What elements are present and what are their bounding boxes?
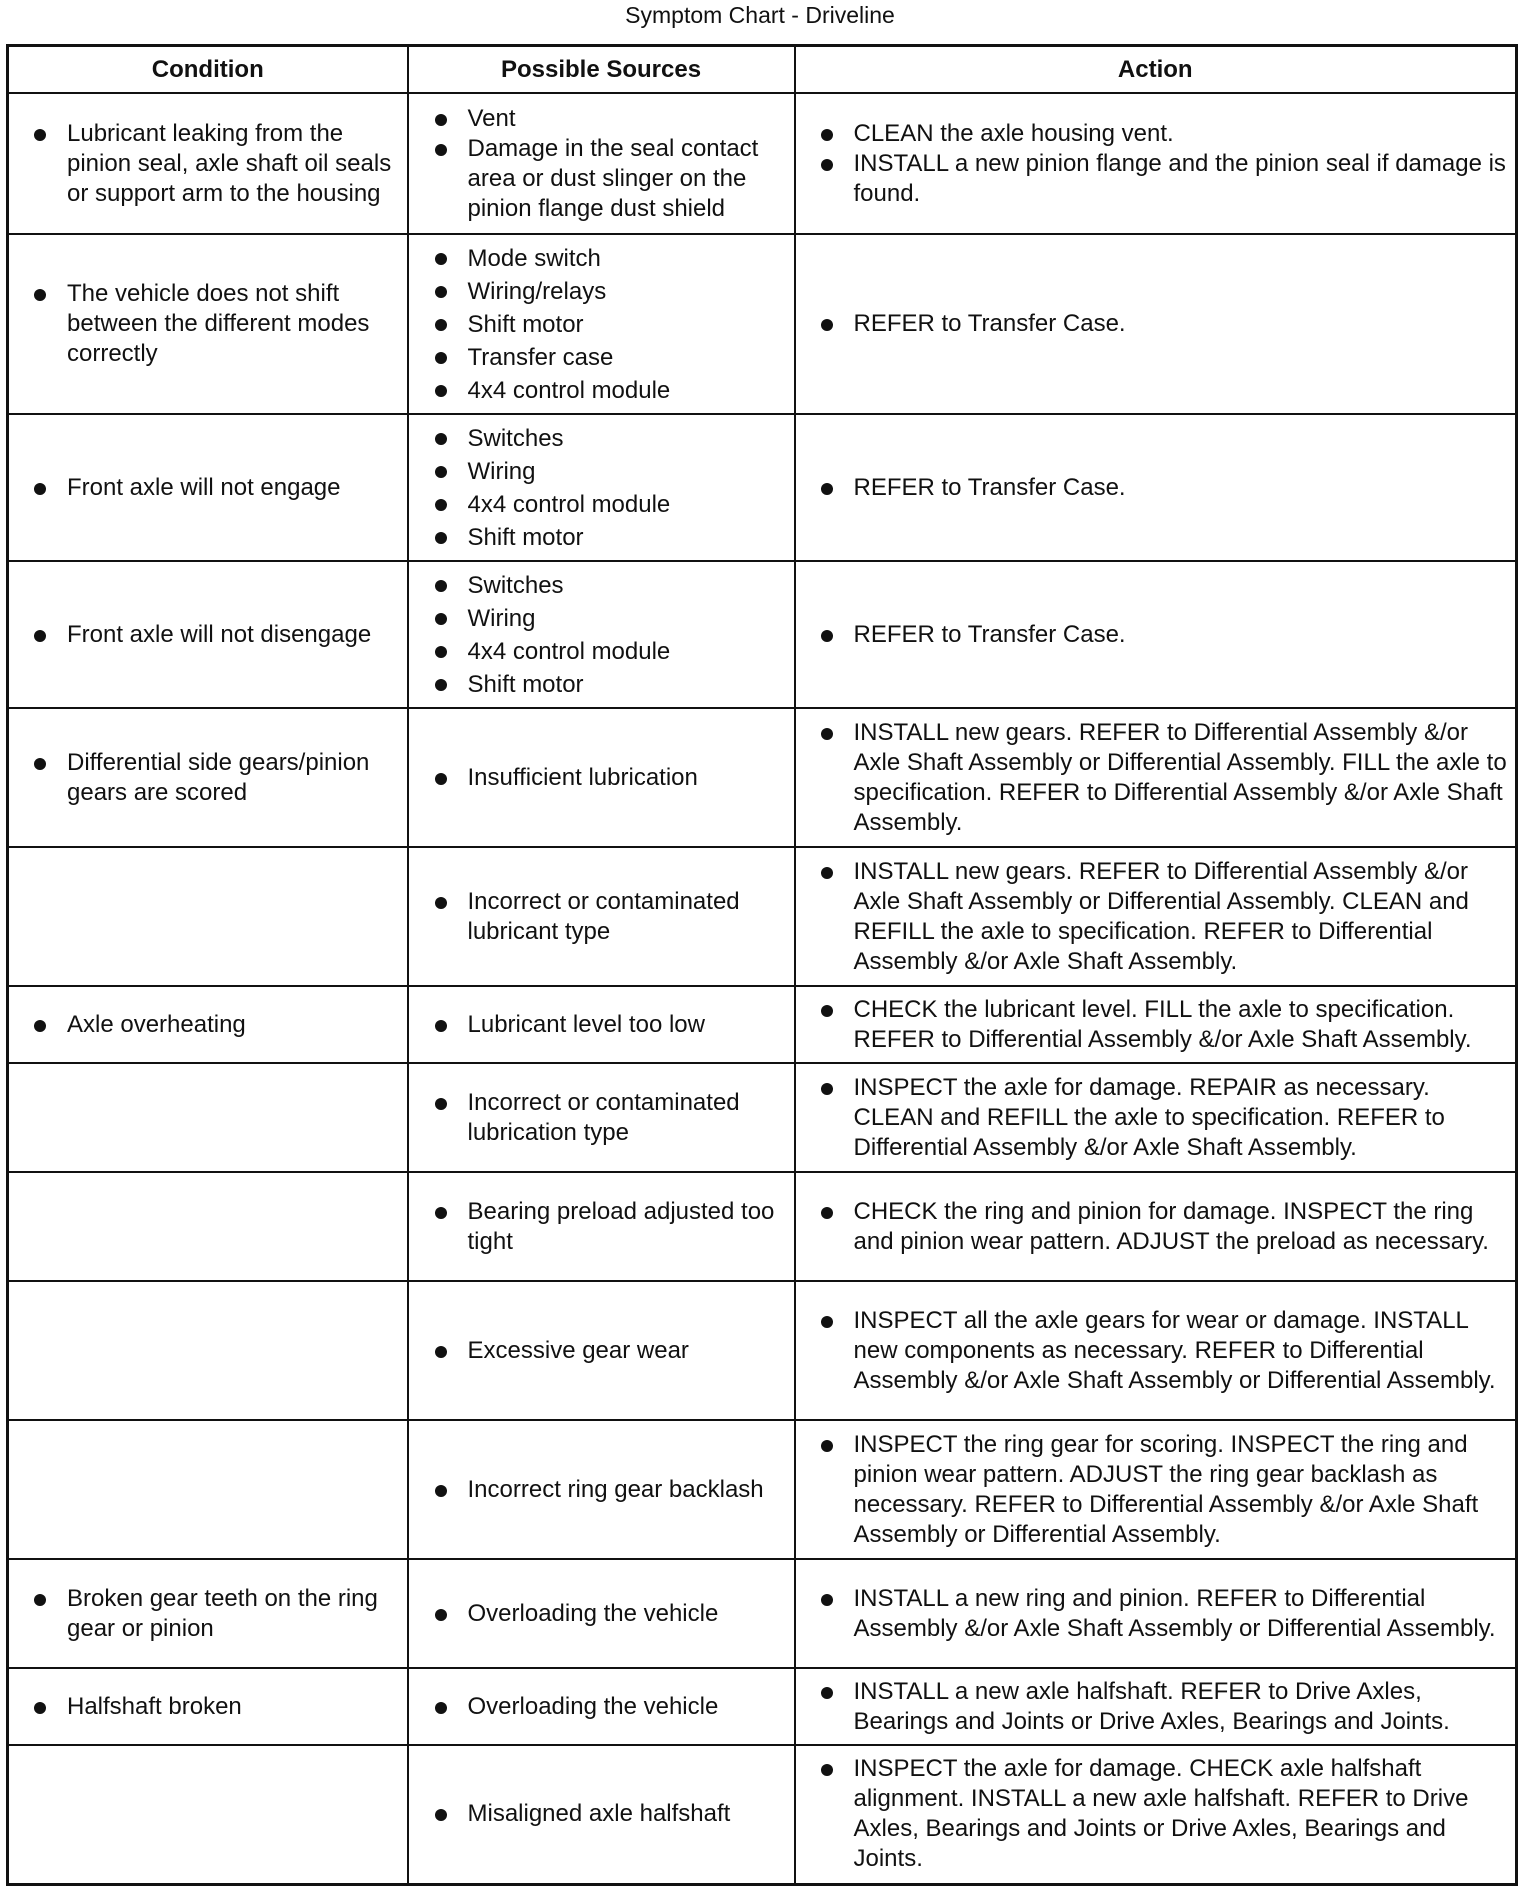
table-row bbox=[8, 986, 1517, 1063]
bullet-item: Bearing preload adjusted too tight bbox=[468, 1197, 786, 1257]
symptom-chart-table bbox=[6, 44, 1518, 1886]
bullet-list bbox=[409, 1191, 794, 1263]
bullet-item: Wiring/relays bbox=[468, 275, 786, 308]
table-row bbox=[8, 1668, 1517, 1745]
bullet-item: Wiring bbox=[468, 455, 786, 488]
bullet-list bbox=[409, 1004, 794, 1046]
table-row bbox=[8, 1559, 1517, 1668]
bullet-list bbox=[409, 1686, 794, 1728]
action-cell bbox=[795, 93, 1517, 234]
action-cell bbox=[795, 561, 1517, 708]
bullet-item: Lubricant level too low bbox=[468, 1010, 786, 1040]
bullet-list bbox=[409, 1082, 794, 1154]
bullet-item: CLEAN the axle housing vent. bbox=[854, 119, 1510, 149]
bullet-item: INSPECT the axle for damage. REPAIR as necessary. CLEAN and REFILL the axle to specification. REFER to Differential Assembly &/or Axle Shaft Assembly. bbox=[854, 1073, 1510, 1163]
bullet-item: Mode switch bbox=[468, 242, 786, 275]
bullet-list bbox=[9, 273, 407, 375]
bullet-item: Axle overheating bbox=[67, 1010, 399, 1040]
condition-cell bbox=[8, 561, 408, 708]
bullet-item: Overloading the vehicle bbox=[468, 1599, 786, 1629]
bullet-list bbox=[796, 851, 1516, 983]
possible-sources-cell bbox=[408, 1063, 795, 1172]
bullet-list bbox=[409, 1469, 794, 1511]
header-row bbox=[8, 46, 1517, 94]
table-row bbox=[8, 1745, 1517, 1884]
bullet-list bbox=[9, 1578, 407, 1650]
bullet-item: Shift motor bbox=[468, 521, 786, 554]
bullet-list bbox=[9, 467, 407, 509]
bullet-item: Misaligned axle halfshaft bbox=[468, 1799, 786, 1829]
bullet-item: CHECK the lubricant level. FILL the axle to specification. REFER to Differential Assembly &/or Axle Shaft Assembly. bbox=[854, 995, 1510, 1055]
bullet-item: Switches bbox=[468, 422, 786, 455]
table-body bbox=[8, 93, 1517, 1884]
condition-cell bbox=[8, 1559, 408, 1668]
possible-sources-cell bbox=[408, 234, 795, 414]
header-action: Action bbox=[795, 46, 1517, 94]
condition-cell bbox=[8, 1745, 408, 1884]
bullet-list bbox=[796, 467, 1516, 509]
bullet-list bbox=[796, 712, 1516, 844]
possible-sources-cell bbox=[408, 708, 795, 847]
bullet-item: INSPECT the ring gear for scoring. INSPECT the ring and pinion wear pattern. ADJUST the ring gear backlash as necessary. REFER to Differential Assembly &/or Axle Shaft Assembly or Differential Assembly. bbox=[854, 1430, 1510, 1550]
header-condition: Condition bbox=[8, 46, 408, 94]
condition-cell bbox=[8, 1668, 408, 1745]
bullet-list bbox=[409, 236, 794, 413]
bullet-list bbox=[409, 881, 794, 953]
bullet-list bbox=[796, 113, 1516, 215]
bullet-list bbox=[796, 614, 1516, 656]
table-row bbox=[8, 234, 1517, 414]
condition-cell bbox=[8, 1172, 408, 1281]
action-cell bbox=[795, 414, 1517, 561]
table-row bbox=[8, 1281, 1517, 1420]
bullet-list bbox=[796, 1191, 1516, 1263]
possible-sources-cell bbox=[408, 1281, 795, 1420]
bullet-item: Excessive gear wear bbox=[468, 1336, 786, 1366]
action-cell bbox=[795, 1668, 1517, 1745]
bullet-item: Wiring bbox=[468, 602, 786, 635]
bullet-item: INSTALL new gears. REFER to Differential Assembly &/or Axle Shaft Assembly or Differential Assembly. CLEAN and REFILL the axle to specification. REFER to Differential Assembly &/or Axle Shaft Assembly. bbox=[854, 857, 1510, 977]
bullet-item: Incorrect or contaminated lubrication type bbox=[468, 1088, 786, 1148]
condition-cell bbox=[8, 1420, 408, 1559]
bullet-item: Vent bbox=[468, 104, 786, 134]
bullet-list bbox=[9, 113, 407, 215]
condition-cell bbox=[8, 1281, 408, 1420]
bullet-list bbox=[409, 563, 794, 707]
bullet-list bbox=[9, 1686, 407, 1728]
action-cell bbox=[795, 708, 1517, 847]
bullet-item: INSPECT all the axle gears for wear or damage. INSTALL new components as necessary. REFER to Differential Assembly &/or Axle Shaft Assembly or Differential Assembly. bbox=[854, 1306, 1510, 1396]
bullet-item: 4x4 control module bbox=[468, 488, 786, 521]
bullet-item: Lubricant leaking from the pinion seal, axle shaft oil seals or support arm to the housing bbox=[67, 119, 399, 209]
header-possible-sources: Possible Sources bbox=[408, 46, 795, 94]
bullet-item: Shift motor bbox=[468, 668, 786, 701]
bullet-item: 4x4 control module bbox=[468, 635, 786, 668]
bullet-list bbox=[409, 416, 794, 560]
bullet-list bbox=[796, 989, 1516, 1061]
table-row bbox=[8, 414, 1517, 561]
bullet-list bbox=[9, 1004, 407, 1046]
possible-sources-cell bbox=[408, 93, 795, 234]
bullet-item: Transfer case bbox=[468, 341, 786, 374]
possible-sources-cell bbox=[408, 561, 795, 708]
action-cell bbox=[795, 234, 1517, 414]
possible-sources-cell bbox=[408, 986, 795, 1063]
bullet-item: REFER to Transfer Case. bbox=[854, 620, 1510, 650]
bullet-item: Switches bbox=[468, 569, 786, 602]
possible-sources-cell bbox=[408, 1172, 795, 1281]
table-row bbox=[8, 93, 1517, 234]
bullet-item: INSTALL a new ring and pinion. REFER to Differential Assembly &/or Axle Shaft Assembly or Differential Assembly. bbox=[854, 1584, 1510, 1644]
bullet-list bbox=[9, 742, 407, 814]
condition-cell bbox=[8, 1063, 408, 1172]
bullet-item: The vehicle does not shift between the different modes correctly bbox=[67, 279, 399, 369]
condition-cell bbox=[8, 708, 408, 847]
action-cell bbox=[795, 1420, 1517, 1559]
bullet-list bbox=[796, 1424, 1516, 1556]
bullet-list bbox=[409, 1593, 794, 1635]
possible-sources-cell bbox=[408, 1745, 795, 1884]
possible-sources-cell bbox=[408, 1668, 795, 1745]
action-cell bbox=[795, 986, 1517, 1063]
bullet-list bbox=[409, 98, 794, 230]
condition-cell bbox=[8, 93, 408, 234]
bullet-item: CHECK the ring and pinion for damage. INSPECT the ring and pinion wear pattern. ADJUST the preload as necessary. bbox=[854, 1197, 1510, 1257]
condition-cell bbox=[8, 414, 408, 561]
bullet-item: REFER to Transfer Case. bbox=[854, 309, 1510, 339]
bullet-item: 4x4 control module bbox=[468, 374, 786, 407]
table-row bbox=[8, 708, 1517, 847]
condition-cell bbox=[8, 234, 408, 414]
page-title: Symptom Chart - Driveline bbox=[625, 2, 895, 28]
bullet-list bbox=[796, 1748, 1516, 1880]
bullet-item: Incorrect ring gear backlash bbox=[468, 1475, 786, 1505]
bullet-item: Overloading the vehicle bbox=[468, 1692, 786, 1722]
bullet-item: INSTALL a new axle halfshaft. REFER to Drive Axles, Bearings and Joints or Drive Axles, Bearings and Joints. bbox=[854, 1677, 1510, 1737]
bullet-item: INSTALL a new pinion flange and the pinion seal if damage is found. bbox=[854, 149, 1510, 209]
bullet-item: Halfshaft broken bbox=[67, 1692, 399, 1722]
action-cell bbox=[795, 1172, 1517, 1281]
bullet-list bbox=[796, 1067, 1516, 1169]
table-row bbox=[8, 847, 1517, 986]
bullet-list bbox=[9, 614, 407, 656]
bullet-item: Broken gear teeth on the ring gear or pinion bbox=[67, 1584, 399, 1644]
possible-sources-cell bbox=[408, 414, 795, 561]
possible-sources-cell bbox=[408, 1559, 795, 1668]
bullet-list bbox=[796, 1300, 1516, 1402]
bullet-item: Damage in the seal contact area or dust slinger on the pinion flange dust shield bbox=[468, 134, 786, 224]
table-row bbox=[8, 1172, 1517, 1281]
action-cell bbox=[795, 1281, 1517, 1420]
possible-sources-cell bbox=[408, 847, 795, 986]
bullet-list bbox=[409, 1793, 794, 1835]
bullet-item: INSPECT the axle for damage. CHECK axle halfshaft alignment. INSTALL a new axle halfshaft. REFER to Drive Axles, Bearings and Joints or Drive Axles, Bearings and Joints. bbox=[854, 1754, 1510, 1874]
bullet-item: Insufficient lubrication bbox=[468, 763, 786, 793]
bullet-item: INSTALL new gears. REFER to Differential Assembly &/or Axle Shaft Assembly or Differential Assembly. FILL the axle to specification. REFER to Differential Assembly &/or Axle Shaft Assembly. bbox=[854, 718, 1510, 838]
possible-sources-cell bbox=[408, 1420, 795, 1559]
bullet-item: Differential side gears/pinion gears are scored bbox=[67, 748, 399, 808]
bullet-list bbox=[796, 303, 1516, 345]
bullet-item: Front axle will not engage bbox=[67, 473, 399, 503]
action-cell bbox=[795, 1745, 1517, 1884]
bullet-list bbox=[796, 1671, 1516, 1743]
bullet-list bbox=[409, 757, 794, 799]
bullet-item: REFER to Transfer Case. bbox=[854, 473, 1510, 503]
bullet-item: Shift motor bbox=[468, 308, 786, 341]
table-row bbox=[8, 561, 1517, 708]
condition-cell bbox=[8, 847, 408, 986]
action-cell bbox=[795, 1063, 1517, 1172]
table-row bbox=[8, 1420, 1517, 1559]
bullet-list bbox=[796, 1578, 1516, 1650]
bullet-list bbox=[409, 1330, 794, 1372]
table-row bbox=[8, 1063, 1517, 1172]
bullet-item: Incorrect or contaminated lubricant type bbox=[468, 887, 786, 947]
action-cell bbox=[795, 847, 1517, 986]
action-cell bbox=[795, 1559, 1517, 1668]
condition-cell bbox=[8, 986, 408, 1063]
bullet-item: Front axle will not disengage bbox=[67, 620, 399, 650]
